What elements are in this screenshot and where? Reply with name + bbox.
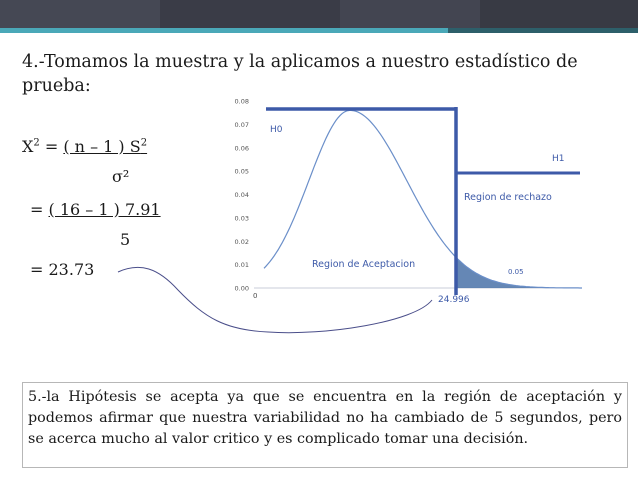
y-tick-label: 0.00: [234, 284, 249, 293]
y-tick-label: 0.02: [234, 237, 249, 246]
h0-label: H0: [270, 125, 283, 135]
chi-symbol: X: [22, 137, 34, 156]
slide-heading: 4.-Tomamos la muestra y la aplicamos a nuestro estadístico de prueba:: [22, 52, 578, 96]
formula-numerator: ( n – 1 ) S: [63, 137, 141, 156]
y-tick-label: 0.05: [234, 167, 249, 176]
rejection-region-label: Region de rechazo: [464, 192, 552, 203]
conclusion-box: [22, 382, 628, 468]
alpha-label: 0.05: [508, 268, 524, 276]
y-tick-label: 0.04: [234, 191, 249, 199]
numerator-exponent: 2: [140, 137, 148, 149]
chi-exponent: 2: [33, 137, 40, 149]
x-origin-label: 0: [253, 292, 258, 300]
h1-label: H1: [552, 154, 565, 164]
y-tick-label: 0.06: [234, 144, 249, 153]
conclusion-text: 5.-la Hipótesis se acepta ya que se encuentra en la región de aceptación y podemos afirmar que nuestra variabilidad no ha cambiado de 5 segundos, pero se acerca mucho al valor critico y es complicado tomar una decisión.: [28, 389, 622, 447]
formula-substitution: ( 16 – 1 ) 7.91: [48, 200, 161, 219]
y-tick-label: 0.03: [234, 214, 249, 223]
critical-value-label: 24.996: [438, 295, 470, 305]
y-tick-label: 0.08: [234, 97, 249, 106]
connector-curve: [118, 267, 432, 332]
formula-denominator-2: 5: [120, 230, 131, 249]
y-tick-label: 0.07: [234, 120, 249, 129]
acceptance-region-label: Region de Aceptacion: [312, 259, 416, 270]
y-tick-label: 0.01: [234, 261, 249, 270]
equals-sign: =: [39, 137, 64, 156]
equals-sign: =: [30, 200, 49, 219]
formula-result: = 23.73: [30, 260, 95, 279]
formula-denominator-1: σ²: [112, 167, 130, 186]
